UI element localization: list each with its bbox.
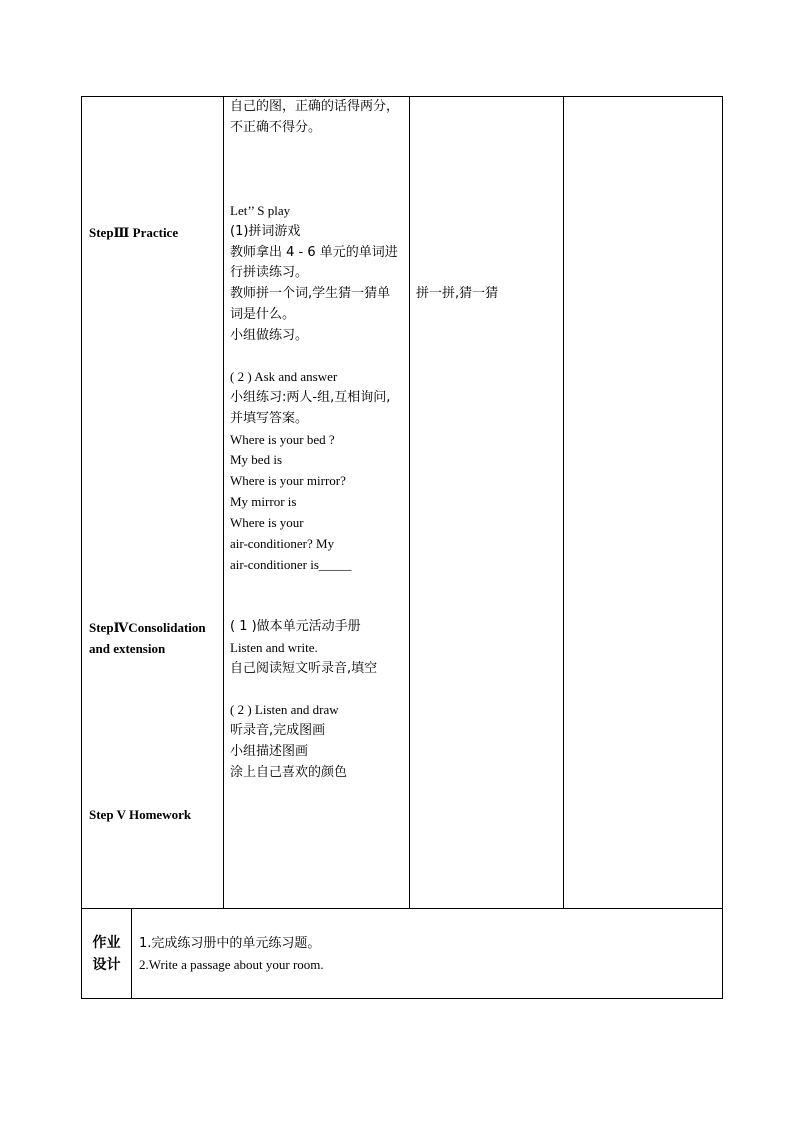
consolidation-1: ( 1 )做本单元活动手册 (230, 619, 361, 634)
consolidation-3: 自己阅读短文听录音,填空 (230, 661, 378, 676)
homework-item-2: 2.Write a passage about your room. (139, 957, 324, 972)
consolidation-5: 听录音,完成图画 (230, 723, 326, 738)
game-line4: 词是什么。 (230, 307, 296, 322)
game-line1: 教师拿出 4 - 6 单元的单词进 (230, 245, 398, 260)
homework-col-divider (131, 908, 132, 999)
question-3-line3: air-conditioner is_____ (230, 557, 352, 572)
content-top-line1: 自己的图，正确的话得两分， (230, 99, 400, 114)
answer-1: My bed is (230, 452, 282, 467)
ask-title: ( 2 ) Ask and answer (230, 369, 338, 384)
step4-label-line2: and extension (89, 641, 166, 656)
col-divider-3 (563, 96, 564, 909)
ask-line1: 小组练习:两人-组,互相询问, (230, 390, 391, 405)
game-title: (1)拼词游戏 (230, 224, 301, 239)
table-border-right (722, 96, 723, 999)
question-1: Where is your bed ? (230, 432, 335, 447)
game-line5: 小组做练习。 (230, 328, 309, 343)
col-divider-1 (223, 96, 224, 909)
row-divider (81, 908, 723, 909)
homework-label-line1: 作业 (92, 935, 121, 951)
table-border-bottom (81, 998, 723, 999)
consolidation-7: 涂上自己喜欢的颜色 (230, 765, 348, 780)
consolidation-2: Listen and write. (230, 640, 318, 655)
step4-label-line1: StepⅣConsolidation (89, 620, 206, 635)
lets-play: Let’’ S play (230, 203, 291, 218)
question-3-line2: air-conditioner? My (230, 536, 335, 551)
step5-label: Step V Homework (89, 807, 192, 822)
content-top-line2: 不正确不得分。 (230, 120, 322, 135)
col-divider-2 (409, 96, 410, 909)
consolidation-6: 小组描述图画 (230, 744, 309, 759)
student-activity: 拼一拼,猜一猜 (416, 286, 499, 301)
answer-2: My mirror is (230, 494, 297, 509)
homework-label-line2: 设计 (92, 957, 121, 973)
game-line3: 教师拼一个词,学生猜一猜单 (230, 286, 391, 301)
question-2: Where is your mirror? (230, 473, 346, 488)
step3-label: StepⅢ Practice (89, 225, 179, 240)
homework-item-1: 1.完成练习册中的单元练习题。 (139, 936, 321, 951)
game-line2: 行拼读练习。 (230, 265, 309, 280)
table-border-top (81, 96, 723, 97)
table-border-left (81, 96, 82, 999)
question-3-line1: Where is your (230, 515, 304, 530)
ask-line2: 并填写答案。 (230, 411, 309, 426)
consolidation-4: ( 2 ) Listen and draw (230, 702, 339, 717)
